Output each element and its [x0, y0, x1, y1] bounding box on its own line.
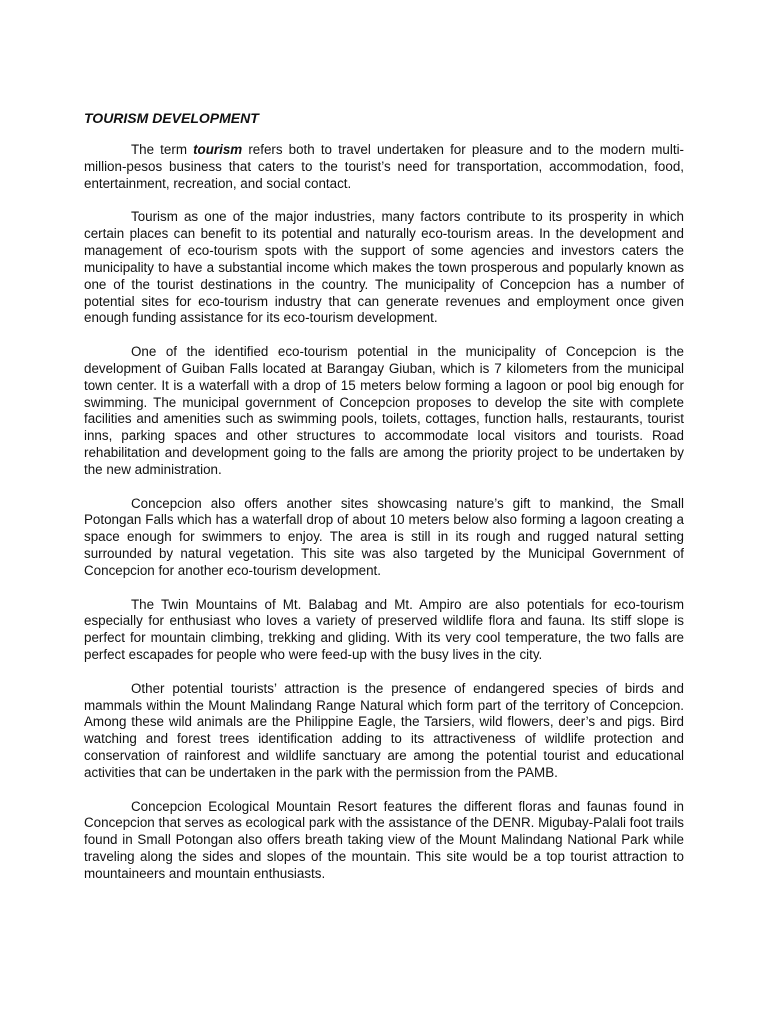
section-heading: TOURISM DEVELOPMENT: [84, 110, 259, 126]
paragraph-guiban-falls: One of the identified eco-tourism potential in the municipality of Concepcion is the development of Guiban Falls located at Barangay Giuban, which is 7 kilometers from the municipal town center. It is a waterfall with a drop of 15 meters below forming a lagoon or pool big enough for swimming. The municipal government of Concepcion proposes to develop the site with complete facilities and amenities such as swimming pools, toilets, cottages, function halls, restaurants, tourist inns, parking spaces and other structures to accommodate local visitors and tourists. Road rehabilitation and development going to the falls are among the priority project to be undertaken by the new administration.: [84, 344, 684, 477]
paragraph-text: The term: [131, 142, 194, 157]
paragraph-text: refers both to travel undertaken for pleasure and to the modern multi-million-pesos business that caters to the tourist’s need for transportation, accommodation, food, entertainment, recreation, and social contact.: [84, 142, 685, 191]
paragraph-twin-mountains: The Twin Mountains of Mt. Balabag and Mt. Ampiro are also potentials for eco-tourism especially for enthusiast who loves a variety of preserved wildlife flora and fauna. Its stiff slope is perfect for mountain climbing, trekking and gliding. With its very cool temperature, the two falls are perfect escapades for people who were feed-up with the busy lives in the city.: [84, 596, 684, 663]
document-page: [84, 110, 684, 900]
paragraph-small-potongan-falls: Concepcion also offers another sites showcasing nature’s gift to mankind, the Small Potongan Falls which has a waterfall drop of about 10 meters below also forming a lagoon creating a space enough for swimmers to enjoy. The area is still in its rough and rugged natural setting surrounded by natural vegetation. This site was also targeted by the Municipal Government of Concepcion for another eco-tourism development.: [84, 495, 684, 578]
emphasized-term: tourism: [193, 142, 243, 157]
paragraph-industry: Tourism as one of the major industries, many factors contribute to its prosperity in which certain places can benefit to its potential and naturally eco-tourism areas. In the development and management of eco-tourism spots with the support of some agencies and investors caters the municipality to have a substantial income which makes the town prosperous and popularly known as one of the tourist destinations in the country. The municipality of Concepcion has a number of potential sites for eco-tourism industry that can generate revenues and employment once given enough funding assistance for its eco-tourism development.: [84, 209, 684, 326]
paragraph-wildlife: Other potential tourists’ attraction is the presence of endangered species of birds and mammals within the Mount Malindang Range Natural which form part of the territory of Concepcion. Among these wild animals are the Philippine Eagle, the Tarsiers, wild flowers, deer’s and pigs. Bird watching and forest trees identification adding to its attractiveness of wildlife protection and conservation of rainforest and wildlife sanctuary are among the potential tourist and educational activities that can be undertaken in the park with the permission from the PAMB.: [84, 680, 684, 780]
paragraph-ecological-resort: Concepcion Ecological Mountain Resort features the different floras and faunas found in Concepcion that serves as ecological park with the assistance of the DENR. Migubay-Palali foot trails found in Small Potongan also offers breath taking view of the Mount Malindang National Park while traveling along the sides and slopes of the mountain. This site would be a top tourist attraction to mountaineers and mountain enthusiasts.: [84, 798, 684, 881]
paragraph-tourism-definition: [84, 142, 684, 193]
